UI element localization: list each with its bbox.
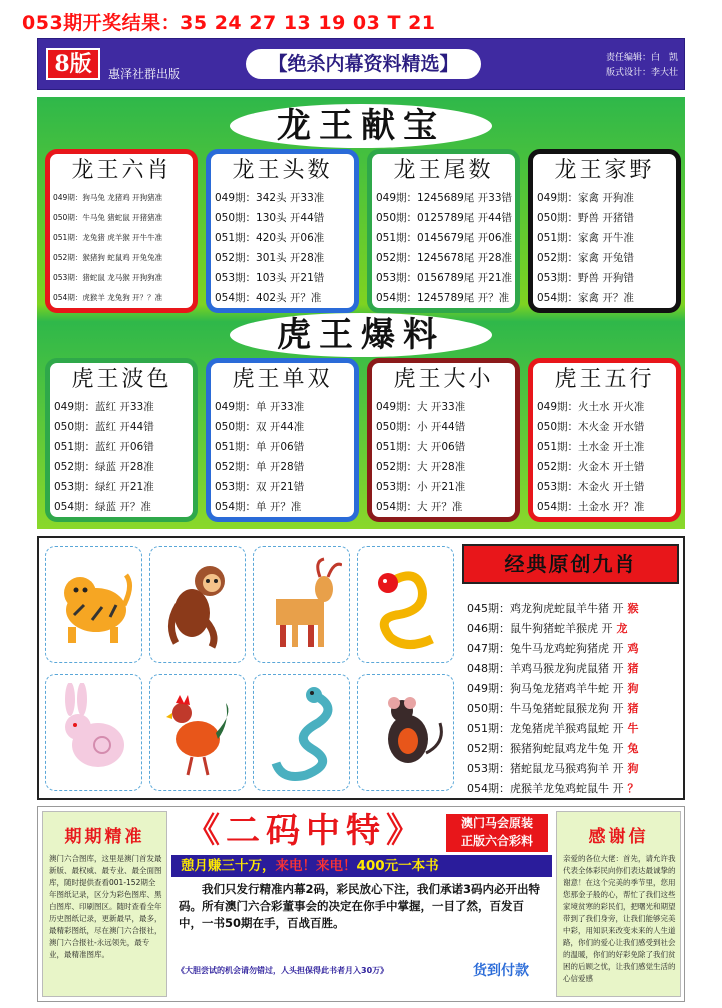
nine-zodiac-text: 045期：鸡龙狗虎蛇鼠羊牛猪 开 — [467, 602, 624, 615]
tile-tiger — [45, 546, 142, 663]
nine-zodiac-text: 049期：狗马兔龙猪鸡羊牛蛇 开 — [467, 682, 624, 695]
cash-on-delivery-label: 货到付款 — [473, 963, 529, 979]
card-row: 049期：火土水 开火准 — [537, 401, 645, 413]
nine-zodiac-title: 经典原创九肖 — [462, 544, 679, 584]
card-row: 054期：1245789尾 开？准 — [376, 292, 510, 304]
card-row: 054期：402头 开？准 — [215, 292, 322, 304]
cards_bottom-card-0 — [45, 358, 198, 522]
card-row: 049期：342头 开33准 — [215, 192, 325, 204]
cards_bottom-card-3 — [528, 358, 681, 522]
card-row: 049期：蓝红 开33准 — [54, 401, 154, 413]
card-row: 052期：1245678尾 开28准 — [376, 252, 513, 264]
card-row: 051期：土水金 开土准 — [537, 441, 645, 453]
center-advert — [171, 811, 552, 997]
nine-zodiac-row — [467, 719, 639, 739]
card-row: 050期：0125789尾 开44错 — [376, 212, 513, 224]
draw-result-bar: 053期开奖结果：35 24 27 13 19 03 T 21 — [22, 12, 436, 34]
cards_top-card-1 — [206, 149, 359, 313]
tile-monkey — [149, 546, 246, 663]
nine-zodiac-text: 047期：兔牛马龙鸡蛇狗猪虎 开 — [467, 642, 624, 655]
card-row: 049期：1245689尾 开33错 — [376, 192, 513, 204]
advert-section — [37, 806, 685, 1002]
nine-zodiac-result: 猴 — [627, 602, 639, 615]
designer-credit: 版式设计：李大壮 — [606, 68, 679, 78]
cards_bottom-card-1 — [206, 358, 359, 522]
card-row: 052期：绿蓝 开28准 — [54, 461, 154, 473]
promo-bar — [171, 855, 552, 877]
rooster-icon — [158, 683, 238, 783]
card-row: 054期：家禽 开？准 — [537, 292, 634, 304]
cards_bottom-card-2 — [367, 358, 520, 522]
card-row: 053期：野兽 开狗错 — [537, 272, 634, 284]
nine-zodiac-row — [467, 679, 639, 699]
brand-line-1: 澳门马会原装 — [460, 816, 533, 830]
nine-zodiac-result: 龙 — [616, 622, 628, 635]
card-row: 053期：103头 开21错 — [215, 272, 325, 284]
nine-zodiac-row — [467, 599, 639, 619]
publisher-label: 惠泽社群出版 — [108, 67, 181, 81]
left-box-title: 期期精准 — [64, 827, 145, 847]
card-row: 051期：单 开06错 — [215, 441, 305, 453]
card-row: 054期：单 开？准 — [215, 501, 302, 513]
rabbit-icon — [54, 683, 134, 783]
nine-zodiac-result: 狗 — [627, 762, 639, 775]
tile-dragon — [357, 546, 454, 663]
dragon-icon — [366, 555, 446, 655]
card-row: 049期：家禽 开狗准 — [537, 192, 634, 204]
card-row: 050期：蓝红 开44错 — [54, 421, 154, 433]
card-row: 050期：双 开44准 — [215, 421, 305, 433]
card-row: 053期：猪蛇鼠 龙马猴 开狗狗准 — [53, 273, 163, 282]
right-box-text: 亲爱的各位大佬：首先，请允许我代表全体彩民向你们表达最诚挚的谢意！在这个完美的季节里，您用您那金子般的心，帮忙了我们这些家境贫寒的彩民们，把曙光和期望带到了我们身旁，让我们能够完美中彩，用知识来改变未来的人生道路，你们的爱心让我们感受到社会的温暖，你们的好彩免除了我们贫困的后顾之忧，让我们感觉生活的心信爱感 — [563, 854, 676, 983]
card-row: 049期：大 开33准 — [376, 401, 466, 413]
card-row: 052期：家禽 开兔错 — [537, 252, 634, 264]
card-row: 051期：家禽 开牛准 — [537, 232, 634, 244]
tiger-icon — [54, 555, 134, 655]
nine-zodiac-result: 牛 — [627, 722, 639, 735]
brand-badge — [446, 814, 548, 852]
card-title: 龙王尾数 — [393, 158, 494, 183]
nine-zodiac-result: 狗 — [627, 682, 639, 695]
card-row: 051期：大 开06错 — [376, 441, 466, 453]
rat-icon — [366, 683, 446, 783]
snake-icon — [262, 683, 342, 783]
nine-zodiac-text: 054期：虎猴羊龙兔鸡蛇鼠牛 开 — [467, 782, 624, 795]
nine-zodiac-row — [467, 619, 639, 639]
monkey-icon — [158, 555, 238, 655]
card-row: 050期：小 开44错 — [376, 421, 466, 433]
nine-zodiac-text: 048期：羊鸡马猴龙狗虎鼠猪 开 — [467, 662, 624, 675]
nine-zodiac-row — [467, 659, 639, 679]
card-row: 051期：0145679尾 开06准 — [376, 232, 513, 244]
card-row: 052期：火金木 开土错 — [537, 461, 645, 473]
card-row: 050期：130头 开44错 — [215, 212, 325, 224]
advert-title: 《二码中特》 — [186, 811, 426, 851]
card-title: 虎王大小 — [393, 367, 494, 392]
promo-text-a: 憩月赚三十万， — [181, 858, 276, 874]
card-row: 053期：0156789尾 开21准 — [376, 272, 513, 284]
nine-zodiac-result: 兔 — [627, 742, 639, 755]
advert-footer-line: 《大胆尝试的机会请勿错过，人头担保得此书者月入30万》 — [177, 966, 389, 975]
nine-zodiac-row — [467, 779, 639, 799]
cards_top-card-0 — [45, 149, 198, 313]
card-row: 051期：蓝红 开06错 — [54, 441, 154, 453]
card-row: 050期：牛马兔 猪蛇鼠 开猪猪准 — [53, 213, 163, 222]
right-info-box — [556, 811, 681, 997]
card-row: 054期：大 开？准 — [376, 501, 463, 513]
section-title-dragon: 龙王献宝 — [230, 104, 492, 148]
prediction-panel — [37, 97, 685, 529]
card-row: 050期：野兽 开猪错 — [537, 212, 634, 224]
card-row: 054期：绿蓝 开？准 — [54, 501, 151, 513]
page-title: 【绝杀内幕资料精选】 — [246, 49, 481, 79]
nine-zodiac-row — [467, 739, 639, 759]
goat-icon — [262, 555, 342, 655]
card-row: 052期：猴猪狗 蛇鼠鸡 开兔兔准 — [53, 253, 163, 262]
left-info-box — [42, 811, 167, 997]
tile-goat — [253, 546, 350, 663]
nine-zodiac-text: 053期：猪蛇鼠龙马猴鸡狗羊 开 — [467, 762, 624, 775]
nine-zodiac-result: 猪 — [627, 662, 639, 675]
credits — [606, 51, 678, 81]
card-row: 052期：单 开28错 — [215, 461, 305, 473]
tile-rabbit — [45, 674, 142, 791]
tile-rooster — [149, 674, 246, 791]
card-title: 虎王波色 — [71, 367, 172, 392]
nine-zodiac-result: 猪 — [627, 702, 639, 715]
card-title: 虎王单双 — [232, 367, 333, 392]
promo-text-c: 400元一本书 — [356, 858, 439, 874]
nine-zodiac-text: 052期：猴猪狗蛇鼠鸡龙牛兔 开 — [467, 742, 624, 755]
card-row: 054期：虎猴羊 龙兔狗 开？？准 — [53, 293, 163, 302]
card-row: 051期：420头 开06准 — [215, 232, 325, 244]
card-row: 053期：绿红 开21准 — [54, 481, 154, 493]
page-header — [37, 38, 685, 90]
left-box-text: 澳门六合图库，这里是澳门首发最新版、最权威、最专业、最全面图库，随时提供查看001-152期全年图纸记录，区分为彩色图库、黑白图库、印刷图区。随时查看全年历史图纸记录，更新最早，最多，最精彩图纸，尽在澳门六合报社，澳门六合报社-永远领先，最专业，最精准图库。 — [49, 854, 162, 959]
card-row: 054期：土金水 开？准 — [537, 501, 645, 513]
card-title: 龙王六肖 — [71, 158, 172, 183]
tile-snake — [253, 674, 350, 791]
brand-line-2: 正版六合彩料 — [460, 834, 533, 848]
card-row: 053期：小 开21准 — [376, 481, 466, 493]
card-row: 053期：双 开21错 — [215, 481, 305, 493]
advert-description: 我们只发行精准内幕2码，彩民放心下注，我们承诺3码内必开出特码。所有澳门六合彩董事会的决定在你手中掌握，一目了然，百发百中，一书50期在手，百战百胜。 — [179, 882, 540, 930]
nine-zodiac-text: 051期：龙兔猪虎羊猴鸡鼠蛇 开 — [467, 722, 624, 735]
card-title: 龙王头数 — [232, 158, 333, 183]
promo-text-b: 来电！来电！ — [275, 858, 357, 874]
card-row: 052期：大 开28准 — [376, 461, 466, 473]
nine-zodiac-result: ？ — [627, 782, 639, 795]
cards_top-card-3 — [528, 149, 681, 313]
nine-zodiac-text: 046期：鼠牛狗猪蛇羊猴虎 开 — [467, 622, 613, 635]
zodiac-panel — [37, 536, 685, 800]
card-title: 龙王家野 — [554, 158, 655, 183]
section-title-tiger: 虎王爆料 — [230, 313, 492, 357]
card-row: 051期：龙兔猪 虎羊猴 开牛牛准 — [53, 233, 163, 242]
editor-credit: 责任编辑：白 凯 — [606, 53, 679, 63]
nine-zodiac-text: 050期：牛马兔猪蛇鼠猴龙狗 开 — [467, 702, 624, 715]
nine-zodiac-row — [467, 699, 639, 719]
nine-zodiac-result: 鸡 — [627, 642, 639, 655]
nine-zodiac-row — [467, 639, 639, 659]
card-row: 049期：狗马兔 龙猪鸡 开狗猪准 — [53, 193, 163, 202]
card-row: 052期：301头 开28准 — [215, 252, 325, 264]
nine-zodiac-list — [467, 599, 639, 799]
nine-zodiac-row — [467, 759, 639, 779]
tile-rat — [357, 674, 454, 791]
card-row: 053期：木金火 开土错 — [537, 481, 645, 493]
right-box-title: 感谢信 — [588, 827, 649, 847]
card-title: 虎王五行 — [554, 367, 655, 392]
cards_top-card-2 — [367, 149, 520, 313]
card-row: 050期：木火金 开水错 — [537, 421, 645, 433]
card-row: 049期：单 开33准 — [215, 401, 305, 413]
edition-badge: 8版 — [46, 48, 100, 80]
